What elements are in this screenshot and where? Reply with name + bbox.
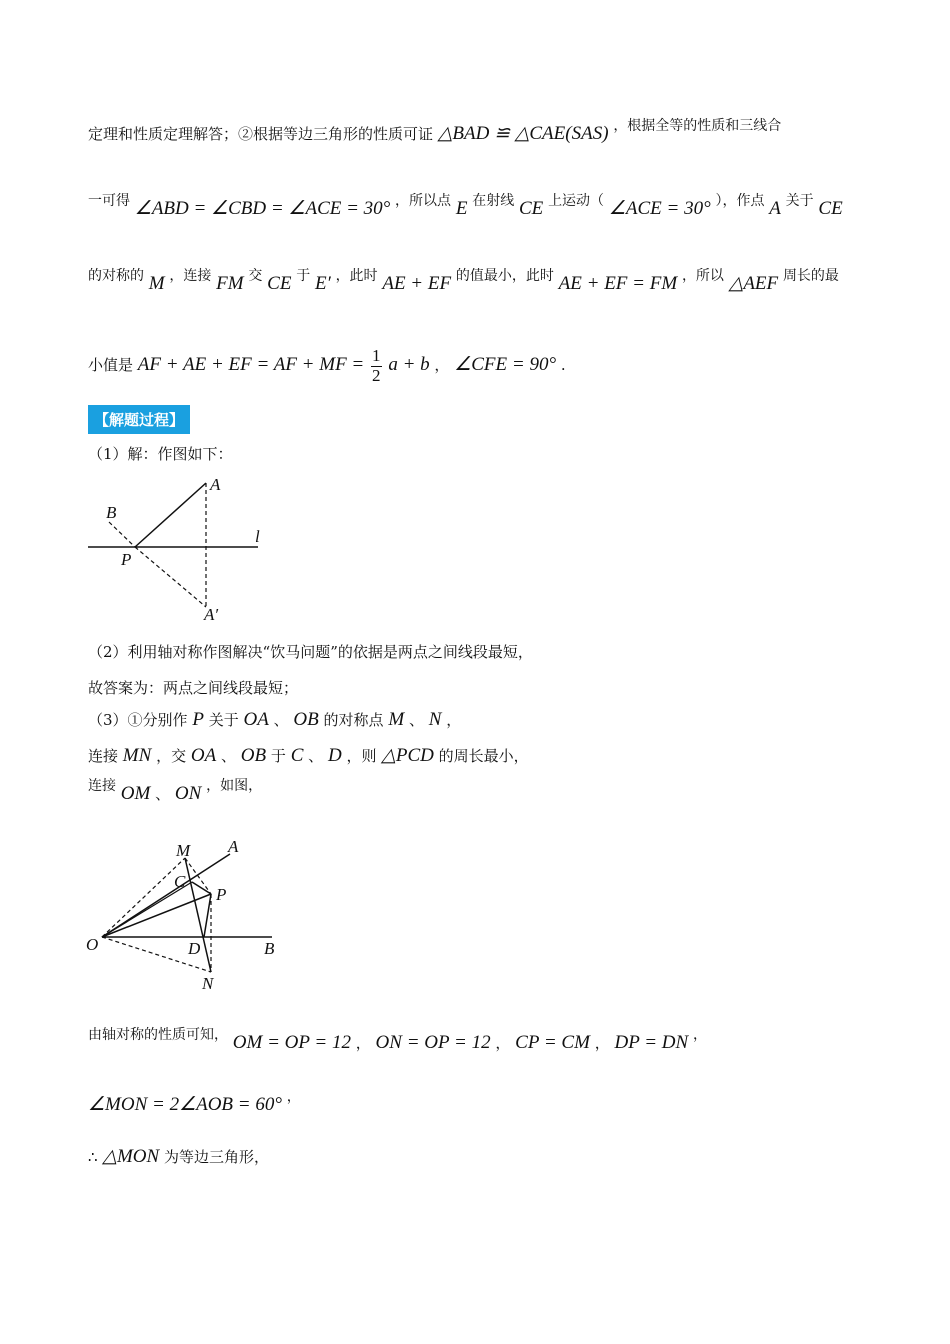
fraction <box>371 347 382 385</box>
text: 周长的最 <box>782 268 839 284</box>
text: 由轴对称的性质可知， <box>88 1027 228 1043</box>
text: ， <box>434 356 450 375</box>
figure-2-diagram <box>80 832 290 997</box>
text: （3）①分别作 <box>88 711 188 729</box>
text: ， <box>495 1034 511 1052</box>
text: ， <box>286 1089 301 1105</box>
math-expression: AE + EF = FM <box>558 273 678 294</box>
label-D: D <box>188 939 201 958</box>
segment-CP <box>192 882 211 894</box>
text: ，如图， <box>206 778 263 794</box>
text: ，则 <box>346 747 377 765</box>
math-expression: ∠ABD = ∠CBD = ∠ACE = 30° <box>134 198 391 219</box>
math-expression: E <box>455 198 468 219</box>
math-expression: a + b <box>388 354 430 376</box>
text: ，所以 <box>681 268 724 284</box>
step-3-connect-text <box>88 744 529 767</box>
math-expression: M <box>148 273 165 294</box>
segment-PA <box>135 483 206 547</box>
fraction-denominator: 2 <box>372 365 381 385</box>
text: ，连接 <box>169 268 212 284</box>
equilateral-conclusion <box>88 1145 269 1168</box>
text: ，根据全等的性质和三线合 <box>613 118 782 134</box>
math-expression: △BAD ≌ △CAE(SAS) <box>437 123 609 144</box>
math-expression: △MON <box>102 1146 160 1167</box>
text: 为等边三角形， <box>163 1148 269 1166</box>
math-expression: OA <box>243 709 269 730</box>
step-1-text: （1）解：作图如下： <box>88 445 233 463</box>
text: 、 <box>220 747 236 765</box>
text: 、 <box>273 711 289 729</box>
step-3-connect-om-on <box>88 778 263 805</box>
text: 于 <box>270 747 286 765</box>
text: 的周长最小， <box>438 747 529 765</box>
text: 、 <box>155 785 171 803</box>
step-2-answer: 故答案为：两点之间线段最短； <box>88 679 299 697</box>
text-line-4 <box>88 347 566 385</box>
math-expression: CE <box>519 198 544 219</box>
text: 连接 <box>88 778 116 794</box>
text-line-1 <box>88 118 782 145</box>
text: ，此时 <box>335 268 378 284</box>
math-expression: DP = DN <box>614 1032 689 1053</box>
math-expression: ON = OP = 12 <box>375 1032 491 1053</box>
angle-equation <box>88 1089 301 1116</box>
symmetry-property-text <box>88 1027 707 1054</box>
text: ， <box>594 1034 610 1052</box>
math-expression: OB <box>293 709 319 730</box>
text: 于 <box>296 268 311 284</box>
label-M: M <box>176 841 191 860</box>
text: ，交 <box>156 747 187 765</box>
label-l: l <box>255 527 260 546</box>
math-expression: MN <box>122 745 152 766</box>
text: 关于 <box>785 193 814 209</box>
math-expression: ∠MON = 2∠AOB = 60° <box>88 1094 282 1115</box>
math-expression: N <box>428 709 442 730</box>
text: 的对称点 <box>323 711 384 729</box>
segment-PA2-dashed <box>135 547 206 607</box>
text: . <box>560 356 566 375</box>
math-expression: CE <box>818 198 843 219</box>
step-3-text <box>88 709 461 731</box>
math-expression: OA <box>190 745 217 766</box>
math-expression: OM <box>120 783 151 804</box>
math-expression: A <box>769 198 781 219</box>
text-line-3 <box>88 268 839 295</box>
text: 在射线 <box>472 193 515 209</box>
math-expression: ∠ACE = 30° <box>608 198 711 219</box>
text-line-2 <box>88 193 843 220</box>
therefore-symbol: ∴ <box>88 1148 98 1166</box>
label-O: O <box>86 935 99 954</box>
math-expression: ∠CFE = 90° <box>454 354 557 376</box>
math-expression: CE <box>267 273 292 294</box>
math-expression: CP = CM <box>515 1032 590 1053</box>
math-expression: C <box>290 745 304 766</box>
text: 关于 <box>208 711 239 729</box>
text: 定理和性质定理解答；②根据等边三角形的性质可证 <box>88 125 434 143</box>
math-expression: E′ <box>315 273 331 294</box>
text: ），作点 <box>715 193 765 209</box>
text: ，所以点 <box>395 193 452 209</box>
label-A-prime: A′ <box>204 605 219 624</box>
label-A: A <box>210 475 221 494</box>
math-expression: P <box>192 709 204 730</box>
text: 、 <box>408 711 424 729</box>
text: 、 <box>308 747 324 765</box>
text: 小值是 <box>88 356 134 375</box>
math-expression: AE + EF <box>382 273 452 294</box>
math-expression: D <box>327 745 342 766</box>
segment-BP-dashed <box>109 522 135 547</box>
math-expression: △AEF <box>728 273 779 294</box>
fraction-numerator: 1 <box>372 346 381 365</box>
label-C: C <box>174 872 186 891</box>
text: 上运动（ <box>548 193 605 209</box>
segment-OM-dashed <box>102 858 185 937</box>
label-P: P <box>121 550 132 569</box>
text: ， <box>355 1034 371 1052</box>
math-expression: OB <box>240 745 267 766</box>
math-expression: △PCD <box>381 745 434 766</box>
figure-1-diagram <box>80 470 280 625</box>
label-N: N <box>202 974 214 993</box>
text: 连接 <box>88 747 119 765</box>
text: 的对称的 <box>88 268 144 284</box>
text: 的值最小，此时 <box>455 268 554 284</box>
math-expression: ON <box>174 783 202 804</box>
segment-PD <box>204 894 211 937</box>
math-expression: FM <box>216 273 244 294</box>
text: 一可得 <box>88 193 130 209</box>
math-expression: OM = OP = 12 <box>232 1032 351 1053</box>
math-expression: AF + AE + EF = AF + MF = <box>137 354 365 376</box>
label-P: P <box>216 885 227 904</box>
text: 交 <box>248 268 263 284</box>
step-2-text: （2）利用轴对称作图解决“饮马问题”的依据是两点之间线段最短， <box>88 643 533 661</box>
solution-process-badge: 【解题过程】 <box>88 405 190 434</box>
text: ， <box>446 711 462 729</box>
label-B: B <box>264 939 275 958</box>
math-expression: M <box>388 709 405 730</box>
text: ， <box>692 1027 707 1043</box>
label-B: B <box>106 503 117 522</box>
label-A: A <box>228 837 239 856</box>
